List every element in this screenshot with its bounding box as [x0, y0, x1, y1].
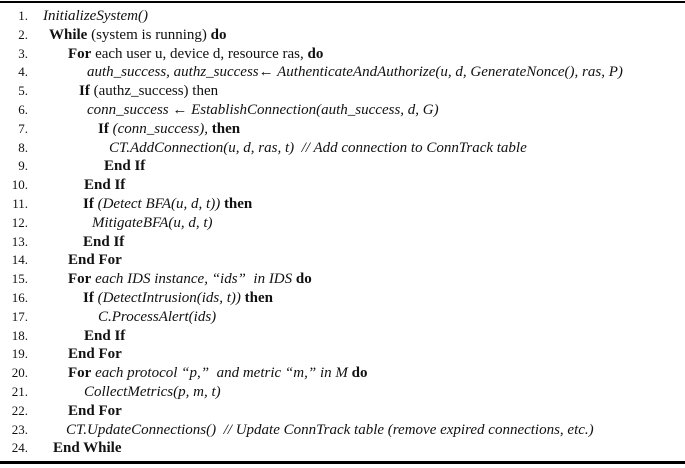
keyword: If: [98, 120, 109, 137]
keyword: End For: [68, 346, 122, 363]
plain-segment: (authz_success) then: [89, 83, 219, 100]
line-number: 3.: [18, 45, 28, 61]
algorithm-line: [0, 364, 685, 383]
line-number: 6.: [18, 101, 28, 117]
line-number: 1.: [18, 8, 28, 23]
algorithm-line: [0, 270, 685, 289]
code-segment: C.ProcessAlert(ids): [98, 308, 217, 325]
code-text: [87, 63, 623, 82]
algorithm-line: [0, 45, 685, 64]
algorithm-line: [0, 327, 685, 346]
algorithm-line: [0, 82, 685, 101]
keyword: do: [295, 271, 312, 288]
algorithm-line: [0, 383, 685, 402]
code-text: [68, 270, 312, 289]
code-text: [109, 139, 527, 158]
keyword: then: [223, 195, 253, 212]
keyword: For: [68, 45, 92, 62]
keyword: do: [351, 365, 368, 382]
code-segment: CollectMetrics(p, m, t): [84, 383, 221, 400]
code-text: [84, 327, 125, 346]
line-number: 18.: [11, 327, 28, 343]
code-segment: (Detect BFA(u, d, t)): [93, 195, 224, 212]
algorithm-line: [0, 421, 685, 440]
keyword: End For: [68, 252, 122, 269]
code-text: [84, 176, 125, 195]
keyword: then: [211, 120, 241, 137]
line-number: 5.: [18, 83, 28, 99]
code-text: [79, 82, 218, 101]
keyword: If: [83, 195, 94, 212]
line-number: 22.: [11, 402, 28, 418]
keyword: For: [68, 271, 92, 288]
code-text: [43, 7, 148, 26]
code-text: [53, 439, 122, 458]
code-segment: (DetectIntrusion(ids, t)): [93, 289, 245, 306]
algorithm-line: [0, 101, 685, 120]
line-number: 17.: [11, 308, 28, 324]
code-segment: each IDS instance, “ids” in IDS: [91, 271, 296, 288]
algorithm-line: [0, 26, 685, 45]
algorithm-line: [0, 139, 685, 158]
line-number: 23.: [11, 421, 28, 437]
keyword: do: [210, 26, 227, 43]
code-segment: MitigateBFA(u, d, t): [92, 214, 213, 231]
code-text: [84, 383, 221, 402]
bottom-rule: [0, 461, 685, 464]
line-number: 14.: [11, 252, 28, 268]
code-text: [68, 345, 122, 364]
keyword: While: [49, 26, 88, 43]
top-rule: [0, 1, 685, 3]
algorithm-line: [0, 345, 685, 364]
code-text: [92, 214, 213, 233]
algorithm-line: [0, 120, 685, 139]
code-text: [87, 101, 439, 120]
line-number: 4.: [18, 64, 28, 80]
keyword: For: [68, 365, 92, 382]
code-segment: CT.UpdateConnections() // Update ConnTrack table (remove expired connections, etc.): [66, 421, 594, 438]
keyword: End For: [68, 402, 122, 419]
algorithm-line: [0, 251, 685, 270]
code-text: [98, 120, 240, 139]
code-text: [83, 289, 273, 308]
plain-segment: (system is running): [87, 26, 211, 43]
code-segment: (conn_success),: [108, 120, 212, 137]
line-number: 8.: [18, 139, 28, 155]
code-text: [49, 26, 227, 45]
algorithm-line: [0, 195, 685, 214]
line-number: 7.: [18, 120, 28, 136]
code-text: [68, 251, 122, 270]
keyword: If: [83, 289, 94, 306]
code-text: [83, 233, 124, 252]
algorithm-line: [0, 308, 685, 327]
keyword: End If: [104, 158, 146, 175]
code-segment: CT.AddConnection(u, d, ras, t) // Add connection to ConnTrack table: [109, 139, 527, 156]
algorithm-lines: [0, 7, 685, 458]
keyword: then: [244, 289, 273, 306]
code-segment: auth_success, authz_success← AuthenticateAndAuthorize(u, d, GenerateNonce(), ras, P): [87, 64, 623, 81]
line-number: 20.: [11, 365, 28, 381]
algorithm-line: [0, 233, 685, 252]
line-number: 13.: [11, 233, 28, 249]
keyword: do: [307, 45, 324, 62]
algorithm-line: [0, 439, 685, 458]
algorithm-line: [0, 157, 685, 176]
algorithm-line: [0, 402, 685, 421]
code-text: [68, 364, 367, 383]
line-number: 12.: [11, 214, 28, 230]
line-number: 10.: [11, 177, 28, 193]
algorithm-line: [0, 289, 685, 308]
plain-segment: each user u, device d, resource ras,: [91, 45, 308, 62]
keyword: End If: [84, 177, 126, 194]
code-text: [104, 157, 145, 176]
code-text: [68, 402, 122, 421]
algorithm-line: [0, 214, 685, 233]
code-text: [98, 308, 216, 327]
line-number: 19.: [11, 346, 28, 362]
line-number: 21.: [11, 383, 28, 399]
line-number: 16.: [11, 289, 28, 305]
code-text: [83, 195, 252, 214]
algorithm-line: [0, 176, 685, 195]
code-text: [66, 421, 594, 440]
code-segment: conn_success ← EstablishConnection(auth_success, d, G): [87, 101, 439, 118]
keyword: End If: [83, 233, 125, 250]
algorithm-line: [0, 63, 685, 82]
line-number: 24.: [11, 440, 28, 456]
line-number: 9.: [18, 158, 28, 174]
algorithm-line: [0, 7, 685, 26]
code-segment: each protocol “p,” and metric “m,” in M: [91, 365, 352, 382]
code-segment: InitializeSystem(): [43, 8, 148, 24]
keyword: End While: [53, 440, 122, 457]
code-text: [68, 45, 323, 64]
keyword: End If: [84, 327, 126, 344]
line-number: 15.: [11, 271, 28, 287]
line-number: 11.: [12, 195, 28, 211]
keyword: If: [79, 83, 90, 100]
line-number: 2.: [18, 26, 28, 42]
